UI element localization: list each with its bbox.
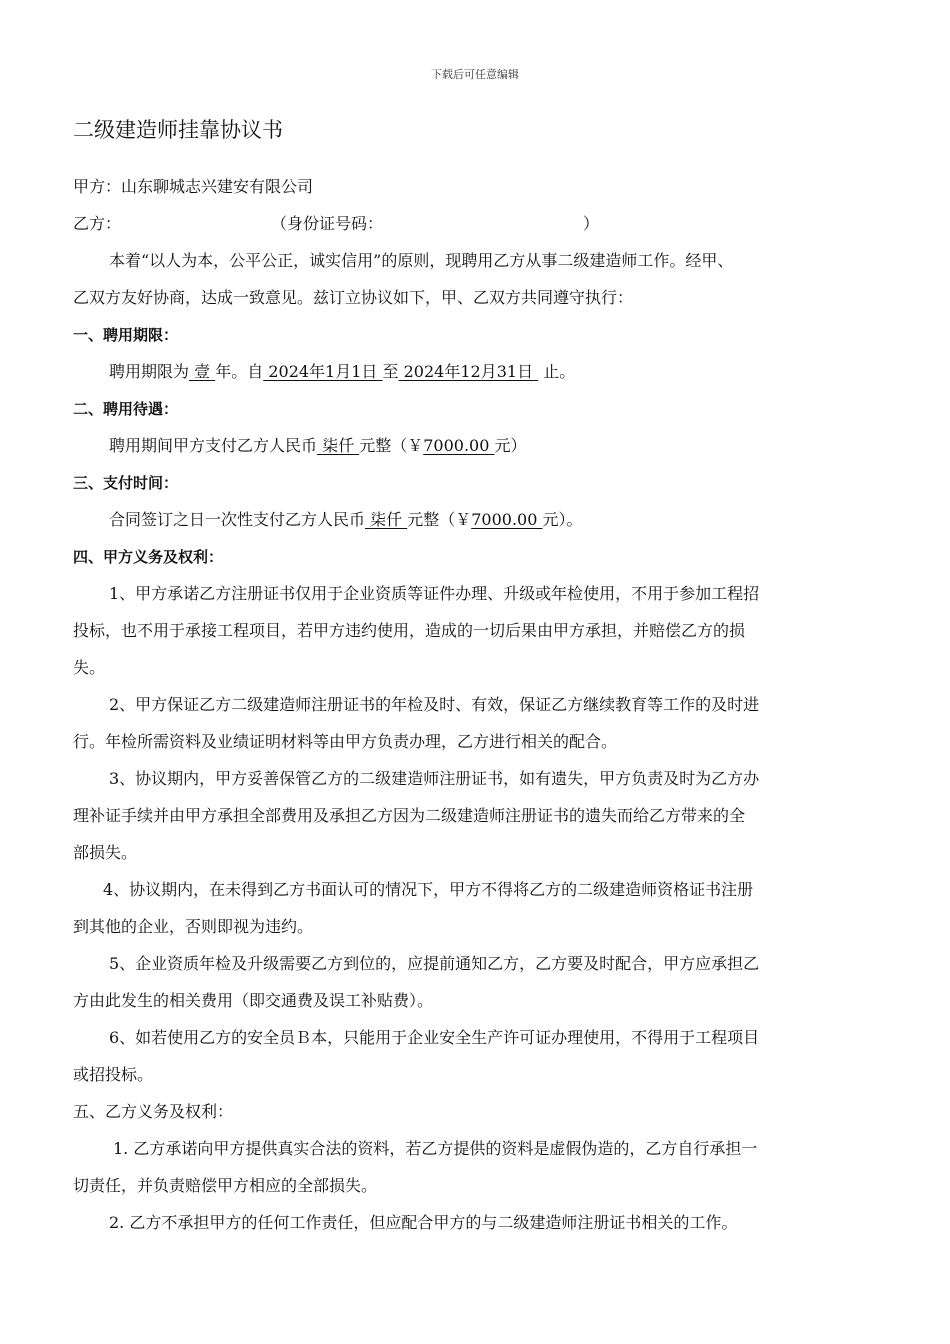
clause-4-2: 2、甲方保证乙方二级建造师注册证书的年检及时、有效，保证乙方继续教育等工作的及时进 <box>109 695 760 714</box>
clause-4-5: 5、企业资质年检及升级需要乙方到位的，应提前通知乙方，乙方要及时配合，甲方应承担乙 <box>109 954 760 973</box>
term-end: 2024年12月31日 <box>403 362 534 381</box>
clause-5-1: 切责任，并负责赔偿甲方相应的全部损失。 <box>73 1176 378 1195</box>
intro-line-2: 乙双方友好协商，达成一致意见。兹订立协议如下，甲、乙双方共同遵守执行： <box>73 288 634 307</box>
term-text-2: 年。自 <box>215 362 264 381</box>
page-title: 二级建造师挂靠协议书 <box>73 118 283 142</box>
salary-line <box>73 431 888 468</box>
section-1-heading: 一、聘用期限： <box>73 326 179 344</box>
salary-text-3: 元） <box>494 436 527 455</box>
payment-text-2: 元整（￥ <box>407 510 472 529</box>
term-years: 壹 <box>194 362 211 381</box>
salary-text-2: 元整（￥ <box>359 436 424 455</box>
clause-4-4: 4、协议期内，在未得到乙方书面认可的情况下，甲方不得将乙方的二级建造师资格证书注册 <box>103 880 754 899</box>
clause-4-4: 到其他的企业，否则即视为违约。 <box>73 917 314 936</box>
payment-text: 合同签订之日一次性支付乙方人民币 <box>109 510 366 529</box>
section-4-heading: 四、甲方义务及权利： <box>73 548 224 566</box>
clause-4-3: 部损失。 <box>73 843 138 862</box>
clause-4-1: 1、甲方承诺乙方注册证书仅用于企业资质等证件办理、升级或年检使用，不用于参加工程招 <box>109 584 760 603</box>
payment-line <box>73 505 888 542</box>
term-text: 聘用期限为 <box>109 362 190 381</box>
party-b-label: 乙方： <box>73 214 122 233</box>
clause-4-2: 行。年检所需资料及业绩证明材料等由甲方负责办理，乙方进行相关的配合。 <box>73 732 618 751</box>
section-2-heading: 二、聘用待遇： <box>73 400 179 418</box>
clause-4-3: 理补证手续并由甲方承担全部费用及承担乙方因为二级建造师注册证书的遗失而给乙方带来的全 <box>73 806 746 825</box>
salary-amount-cn: 柒仟 <box>322 436 355 455</box>
party-a: 甲方：山东聊城志兴建安有限公司 <box>73 177 314 196</box>
id-label: （身份证号码： <box>271 214 384 233</box>
section-3-heading: 三、支付时间： <box>73 474 179 492</box>
clause-5-2: 2. 乙方不承担甲方的任何工作责任，但应配合甲方的与二级建造师注册证书相关的工作。 <box>109 1213 738 1232</box>
header-note: 下载后可任意编辑 <box>431 68 519 81</box>
clause-4-6: 或招投标。 <box>73 1065 154 1084</box>
term-line <box>73 357 888 394</box>
clause-4-3: 3、协议期内，甲方妥善保管乙方的二级建造师注册证书，如有遗失，甲方负责及时为乙方办 <box>109 769 760 788</box>
clause-4-6: 6、如若使用乙方的安全员Ｂ本，只能用于企业安全生产许可证办理使用，不得用于工程项目 <box>109 1028 760 1047</box>
document-body <box>73 172 888 1245</box>
salary-amount-num: 7000.00 <box>423 436 490 455</box>
term-text-4: 止。 <box>543 362 576 381</box>
payment-amount-num: 7000.00 <box>471 510 538 529</box>
clause-5-1: 1. 乙方承诺向甲方提供真实合法的资料，若乙方提供的资料是虚假伪造的，乙方自行承担一 <box>113 1139 758 1158</box>
term-start: 2024年1月1日 <box>268 362 378 381</box>
intro-line-1: 本着“以人为本，公平公正，诚实信用”的原则，现聘用乙方从事二级建造师工作。经甲、 <box>109 251 734 270</box>
section-5-heading: 五、乙方义务及权利： <box>73 1102 234 1121</box>
term-text-3: 至 <box>382 362 399 381</box>
clause-4-5: 方由此发生的相关费用（即交通费及误工补贴费）。 <box>73 991 434 1010</box>
clause-4-1: 失。 <box>73 658 106 677</box>
salary-text: 聘用期间甲方支付乙方人民币 <box>109 436 318 455</box>
id-close: ） <box>583 214 600 233</box>
payment-text-3: 元）。 <box>542 510 583 529</box>
party-b <box>73 209 888 246</box>
payment-amount-cn: 柒仟 <box>370 510 403 529</box>
clause-4-1: 投标，也不用于承接工程项目，若甲方违约使用，造成的一切后果由甲方承担，并赔偿乙方的损 <box>73 621 746 640</box>
